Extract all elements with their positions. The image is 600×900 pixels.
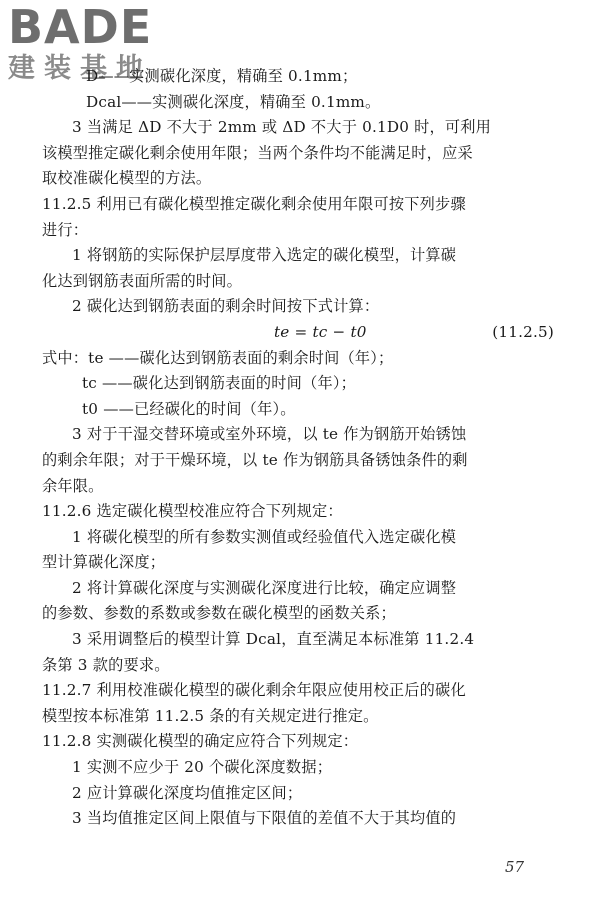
text-line: 该模型推定碳化剩余使用年限；当两个条件均不能满足时，应采: [42, 143, 473, 162]
text-line: 1 将钢筋的实际保护层厚度带入选定的碳化模型，计算碳: [72, 246, 457, 265]
text-line: 的参数、参数的系数或参数在碳化模型的函数关系；: [42, 604, 396, 623]
text-line: 化达到钢筋表面所需的时间。: [42, 271, 243, 290]
text-line: 取校准碳化模型的方法。: [42, 169, 212, 188]
text-line: D——实测碳化深度，精确至 0.1mm；: [86, 67, 358, 85]
text-line: 模型按本标准第 11.2.5 条的有关规定进行推定。: [42, 706, 379, 725]
clause-heading: 11.2.6 选定碳化模型校准应符合下列规定：: [42, 502, 343, 521]
text-line: 1 将碳化模型的所有参数实测值或经验值代入选定碳化模: [72, 527, 457, 546]
page-number: 57: [505, 858, 525, 876]
text-line: 2 应计算碳化深度均值推定区间；: [72, 783, 303, 802]
text-line: 式中：te ——碳化达到钢筋表面的剩余时间（年）；: [42, 348, 394, 367]
text-line: 条第 3 款的要求。: [42, 655, 170, 674]
clause-heading: 11.2.8 实测碳化模型的确定应符合下列规定：: [42, 732, 359, 751]
text-line: 3 当均值推定区间上限值与下限值的差值不大于其均值的: [72, 809, 457, 828]
text-line: 1 实测不应少于 20 个碳化深度数据；: [72, 758, 333, 777]
text-line: 型计算碳化深度；: [42, 553, 166, 572]
text-line: 3 当满足 ΔD 不大于 2mm 或 ΔD 不大于 0.1D0 时，可利用: [72, 118, 492, 137]
equation-number: (11.2.5): [492, 322, 554, 341]
text-line: 进行：: [42, 220, 89, 239]
formula-line: [42, 320, 562, 346]
text-line: t0 ——已经碳化的时间（年）。: [82, 399, 296, 418]
text-line: 的剩余年限；对于干燥环境，以 te 作为钢筋具备锈蚀条件的剩: [42, 450, 468, 469]
text-line: Dcal——实测碳化深度，精确至 0.1mm。: [86, 92, 381, 111]
text-line: 余年限。: [42, 476, 104, 495]
text-line: 2 碳化达到钢筋表面的剩余时间按下式计算：: [72, 297, 380, 316]
logo-brand: BADE: [8, 0, 153, 54]
text-line: 2 将计算碳化深度与实测碳化深度进行比较，确定应调整: [72, 578, 457, 597]
text-line: 3 对于干湿交替环境或室外环境，以 te 作为钢筋开始锈蚀: [72, 425, 467, 444]
text-line: tc ——碳化达到钢筋表面的时间（年）；: [82, 374, 357, 393]
clause-heading: 11.2.7 利用校准碳化模型的碳化剩余年限应使用校正后的碳化: [42, 681, 466, 700]
clause-heading: 11.2.5 利用已有碳化模型推定碳化剩余使用年限可按下列步骤: [42, 194, 466, 213]
document-body: [42, 64, 562, 832]
text-line: 3 采用调整后的模型计算 Dcal，直至满足本标准第 11.2.4: [72, 630, 475, 649]
logo-subtitle: 建装基地: [8, 53, 152, 84]
formula: te = tc − t0: [274, 322, 367, 341]
